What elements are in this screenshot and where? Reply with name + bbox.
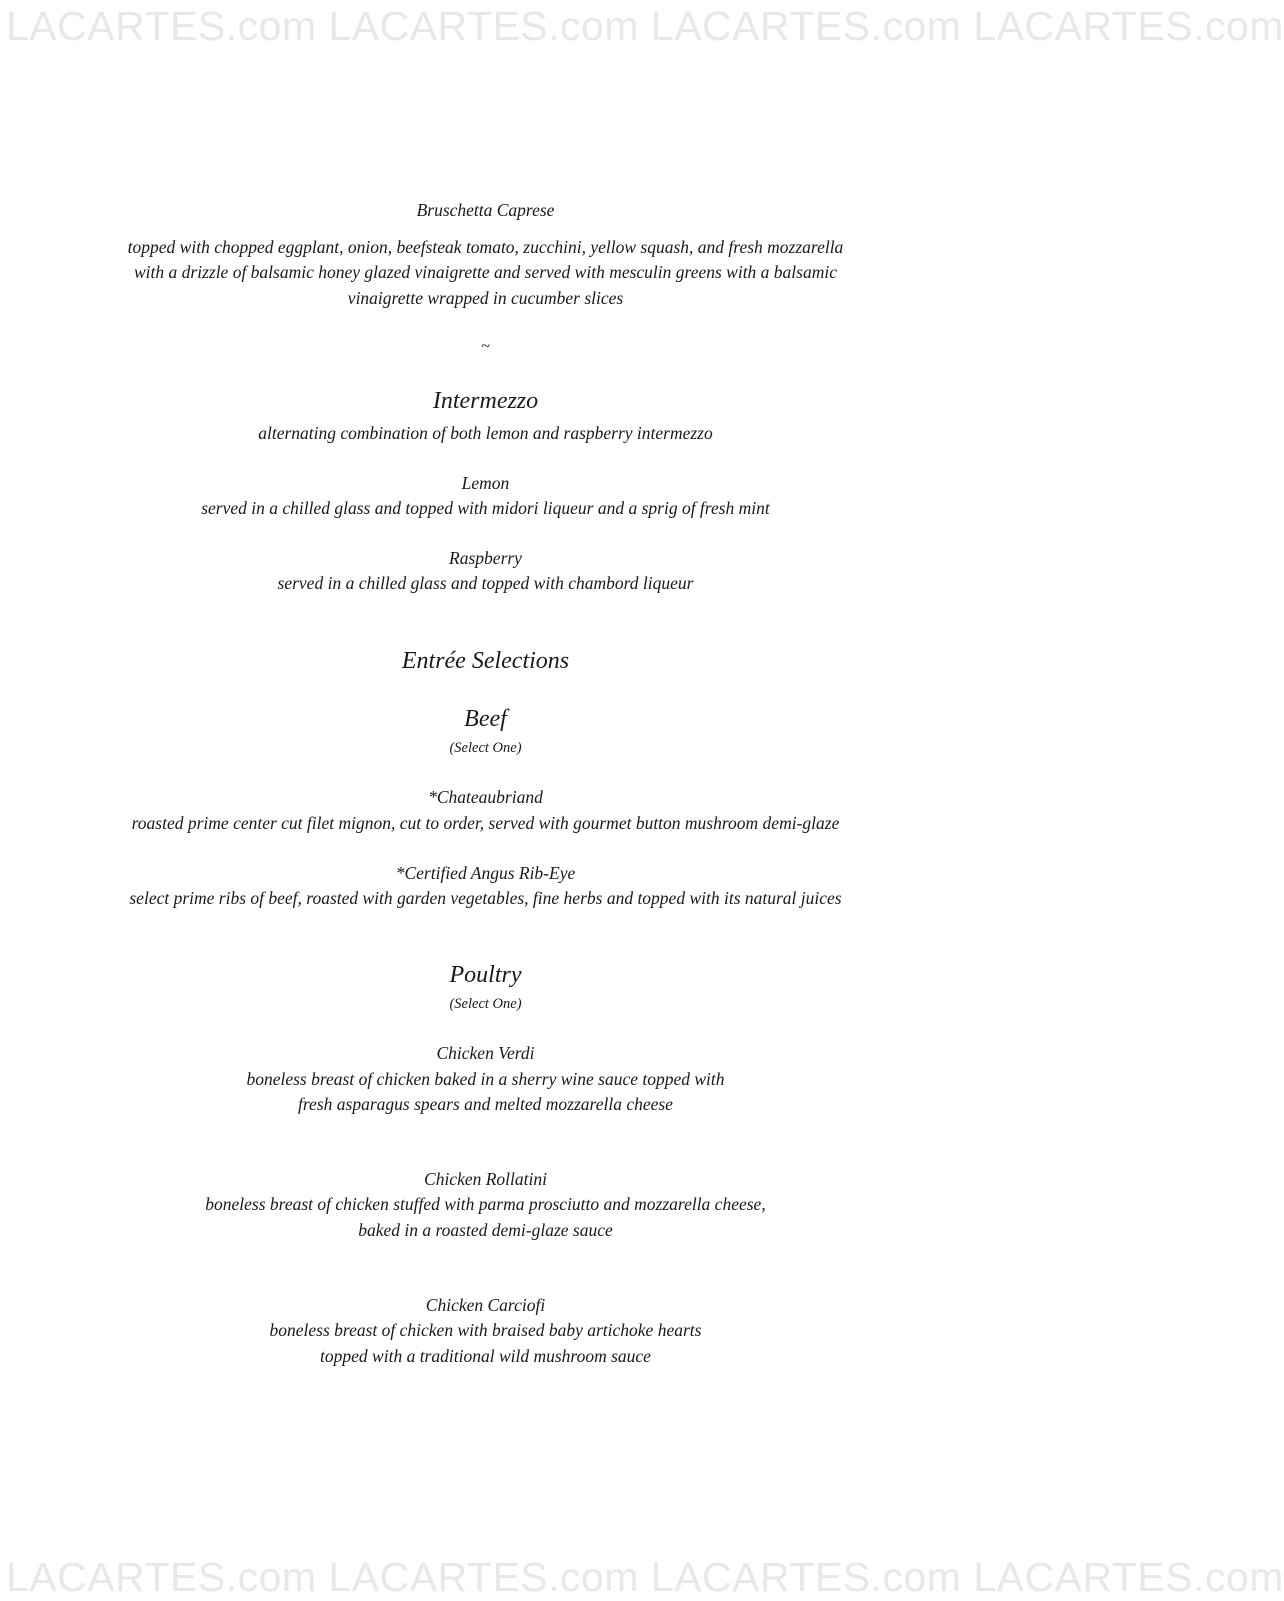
section-divider: ~ [481,338,490,355]
intermezzo-item-desc: served in a chilled glass and topped with chambord liqueur [277,573,694,593]
beef-item-desc: roasted prime center cut filet mignon, cut to order, served with gourmet button mushroom demi-glaze [131,813,840,833]
entrees-heading: Entrée Selections [401,648,570,674]
intermezzo-heading: Intermezzo [432,388,539,414]
poultry-item-name: Chicken Verdi [436,1043,535,1063]
beef-item-desc: select prime ribs of beef, roasted with garden vegetables, fine herbs and topped with its natural juices [129,888,842,908]
beef-select-note: (Select One) [449,740,522,756]
appetizer-desc-line-3: vinaigrette wrapped in cucumber slices [347,288,624,308]
intermezzo-item-name: Lemon [461,473,510,493]
appetizer-desc-line-2: with a drizzle of balsamic honey glazed vinaigrette and served with mesculin greens with a balsamic [134,262,837,282]
poultry-item-desc-line-2: fresh asparagus spears and melted mozzarella cheese [298,1094,673,1114]
watermark-bottom: LACARTES.com LACARTES.com LACARTES.com LACARTES.com [6,1554,1284,1600]
poultry-select-note: (Select One) [449,996,522,1012]
poultry-heading: Poultry [449,962,522,988]
poultry-item-name: Chicken Carciofi [425,1295,546,1315]
intermezzo-item-desc: served in a chilled glass and topped with midori liqueur and a sprig of fresh mint [201,498,770,518]
beef-item-name: *Certified Angus Rib-Eye [395,863,576,883]
poultry-item-desc-line-1: boneless breast of chicken stuffed with parma prosciutto and mozzarella cheese, [205,1194,766,1214]
intermezzo-item-name: Raspberry [449,548,522,568]
poultry-item-desc-line-1: boneless breast of chicken baked in a sherry wine sauce topped with [246,1069,725,1089]
poultry-item-desc-line-2: topped with a traditional wild mushroom sauce [320,1346,651,1366]
beef-item-name: *Chateaubriand [428,787,543,807]
poultry-item-desc-line-1: boneless breast of chicken with braised baby artichoke hearts [269,1320,702,1340]
appetizer-desc-line-1: topped with chopped eggplant, onion, beefsteak tomato, zucchini, yellow squash, and fresh mozzarella [127,237,844,257]
beef-heading: Beef [464,706,507,732]
poultry-item-name: Chicken Rollatini [424,1169,547,1189]
appetizer-title: Bruschetta Caprese [416,200,555,220]
watermark-top: LACARTES.com LACARTES.com LACARTES.com LACARTES.com [6,3,1284,49]
intermezzo-subheading: alternating combination of both lemon and raspberry intermezzo [258,423,713,443]
poultry-item-desc-line-2: baked in a roasted demi-glaze sauce [358,1220,613,1240]
